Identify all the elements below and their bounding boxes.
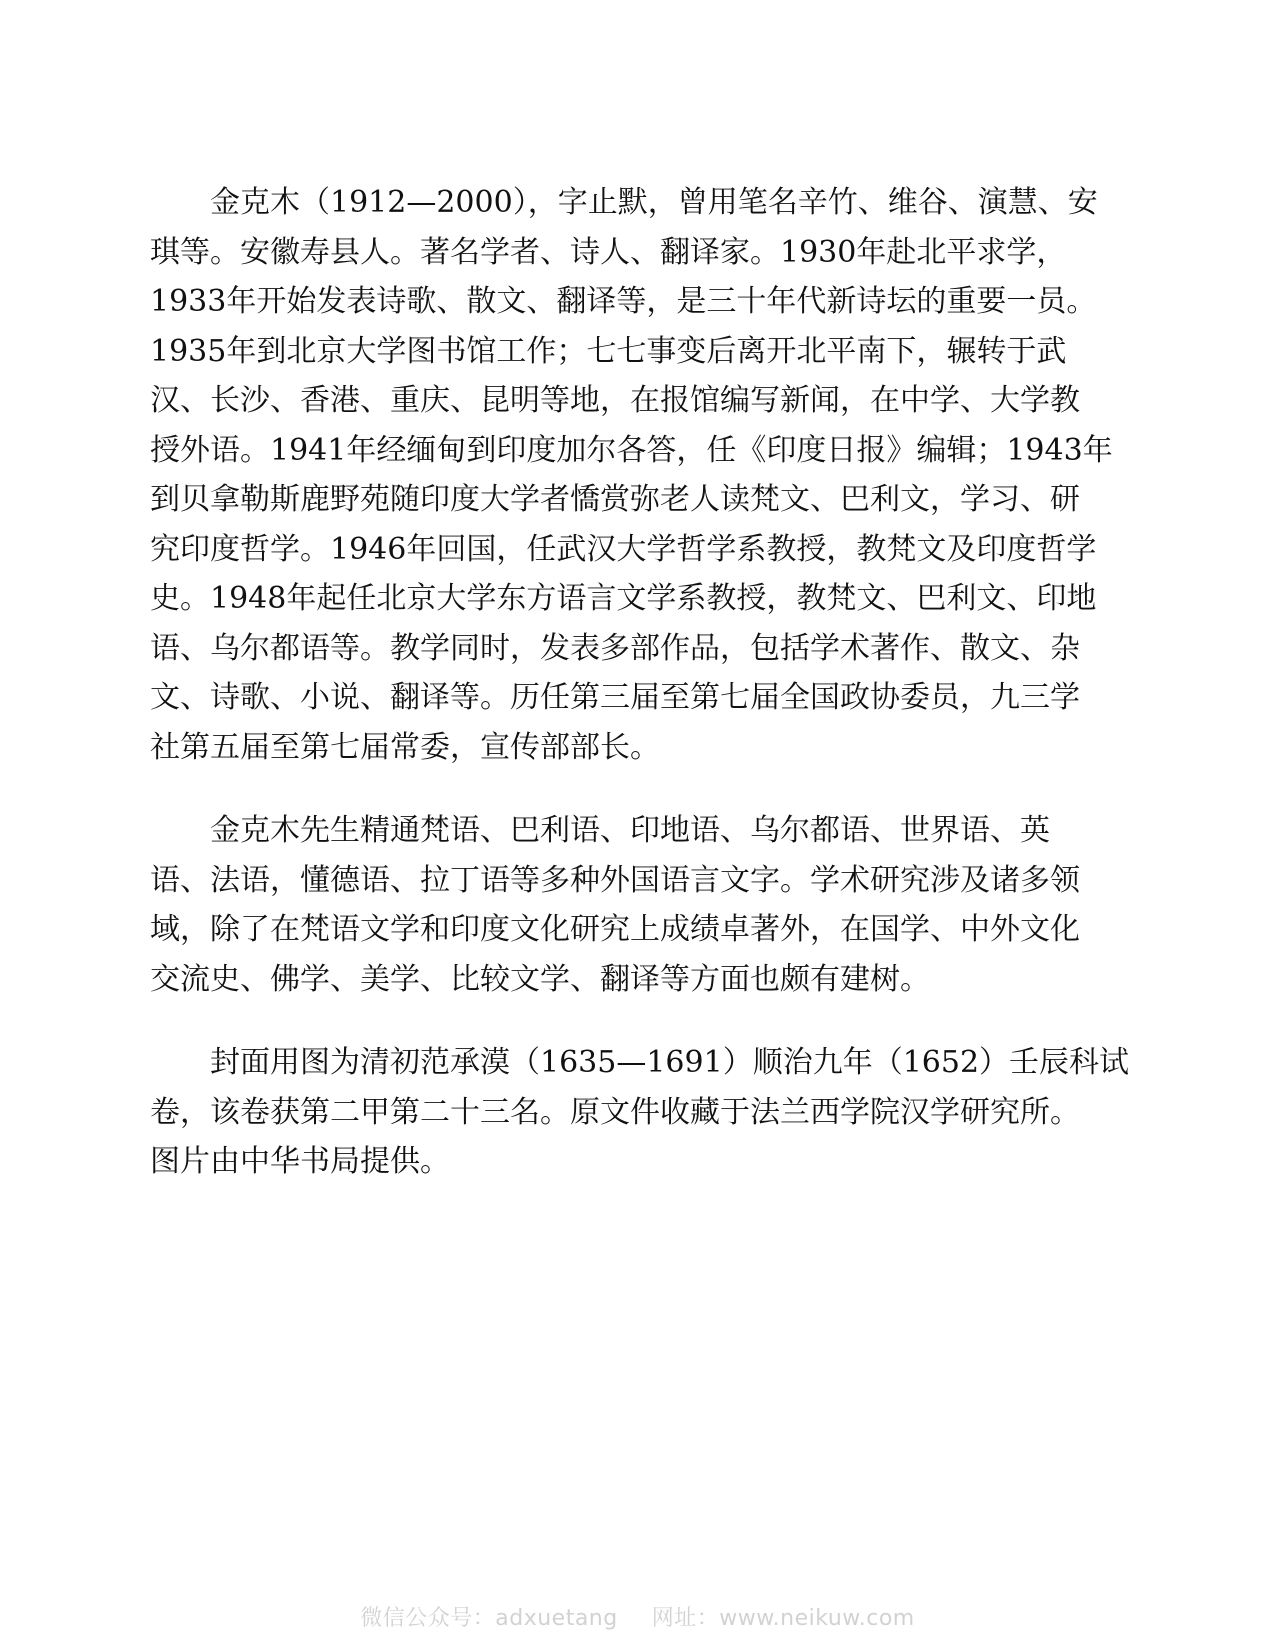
text-line: 授外语。1941年经缅甸到印度加尔各答，任《印度日报》编辑；1943年 xyxy=(150,432,1113,468)
text-line: 文、诗歌、小说、翻译等。历任第三届至第七届全国政协委员，九三学 xyxy=(150,680,1080,715)
text-line: 交流史、佛学、美学、比较文学、翻译等方面也颇有建树。 xyxy=(150,961,930,997)
paragraph-languages xyxy=(150,806,1125,1004)
watermark-footer xyxy=(0,1601,1275,1632)
text-line: 封面用图为清初范承漠（1635—1691）顺治九年（1652）壬辰科试 xyxy=(210,1045,1130,1080)
text-line: 社第五届至第七届常委，宣传部部长。 xyxy=(150,729,660,765)
text-line: 金克木（1912—2000），字止默，曾用笔名辛竹、维谷、演慧、安 xyxy=(210,185,1098,220)
text-line: 语、法语，懂德语、拉丁语等多种外国语言文字。学术研究涉及诸多领 xyxy=(150,862,1080,898)
text-line: 究印度哲学。1946年回国，任武汉大学哲学系教授，教梵文及印度哲学 xyxy=(150,531,1097,567)
text-line: 到贝拿勒斯鹿野苑随印度大学者憍赏弥老人读梵文、巴利文，学习、研 xyxy=(150,482,1080,517)
text-line: 语、乌尔都语等。教学同时，发表多部作品，包括学术著作、散文、杂 xyxy=(150,630,1080,666)
paragraph-cover-note xyxy=(150,1038,1130,1187)
text-line: 图片由中华书局提供。 xyxy=(150,1144,450,1179)
text-line: 域，除了在梵语文学和印度文化研究上成绩卓著外，在国学、中外文化 xyxy=(150,912,1080,947)
text-line: 1933年开始发表诗歌、散文、翻译等，是三十年代新诗坛的重要一员。 xyxy=(150,284,1097,319)
document-body xyxy=(150,178,1130,1221)
watermark-website: 网址：www.neikuw.com xyxy=(651,1606,915,1631)
text-line: 1935年到北京大学图书馆工作；七七事变后离开北平南下，辗转于武 xyxy=(150,333,1067,369)
text-line: 琪等。安徽寿县人。著名学者、诗人、翻译家。1930年赴北平求学， xyxy=(150,234,1067,270)
text-line: 卷，该卷获第二甲第二十三名。原文件收藏于法兰西学院汉学研究所。 xyxy=(150,1094,1080,1130)
text-line: 金克木先生精通梵语、巴利语、印地语、乌尔都语、世界语、英 xyxy=(210,813,1050,848)
text-line: 史。1948年起任北京大学东方语言文学系教授，教梵文、巴利文、印地 xyxy=(150,581,1097,616)
watermark-wechat: 微信公众号：adxuetang xyxy=(360,1606,618,1631)
text-line: 汉、长沙、香港、重庆、昆明等地，在报馆编写新闻，在中学、大学教 xyxy=(150,383,1080,418)
paragraph-biography xyxy=(150,178,1125,772)
